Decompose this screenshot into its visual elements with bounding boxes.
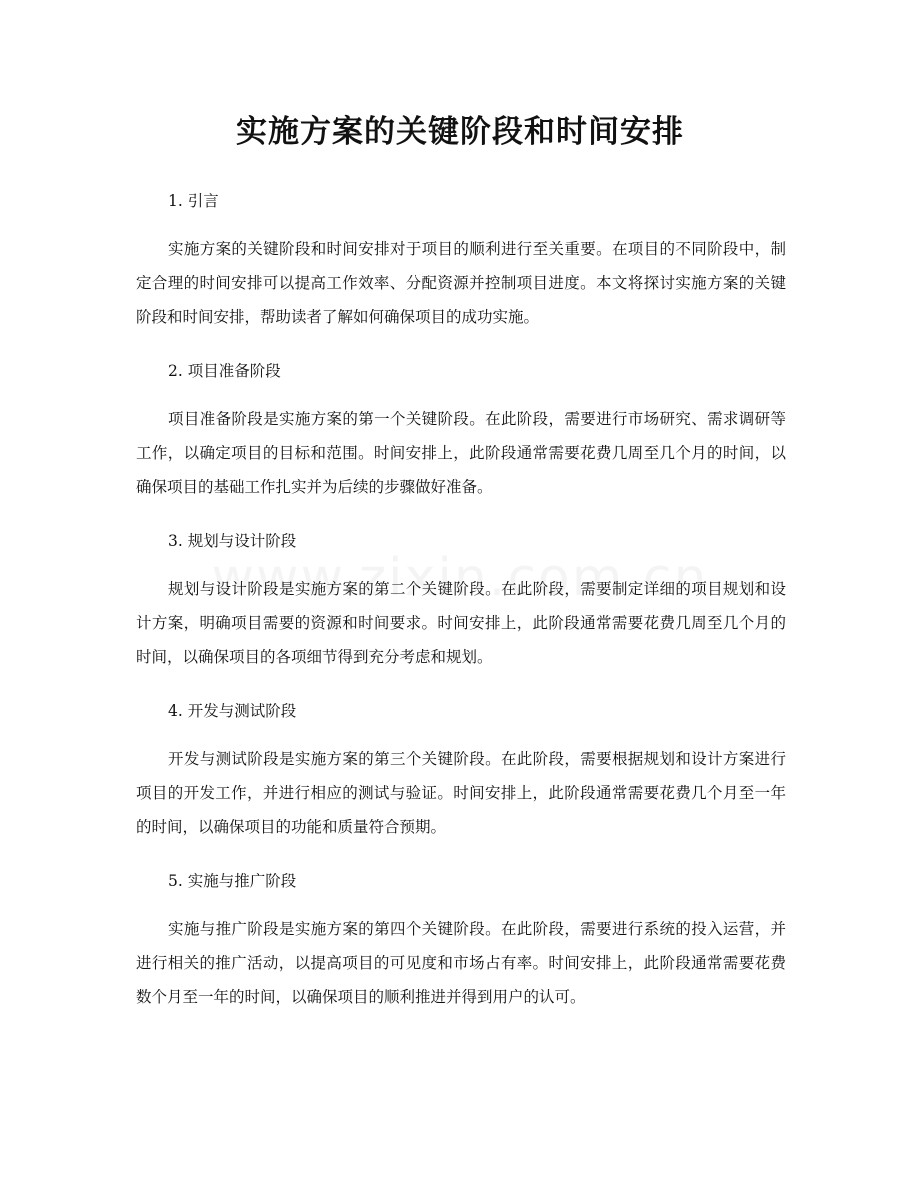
section-text-deployment: 实施与推广阶段是实施方案的第四个关键阶段。在此阶段，需要进行系统的投入运营，并进行相关的推广活动，以提高项目的可见度和市场占有率。时间安排上，此阶段通常需要花费数个月至一年的时间，以确保项目的顺利推进并得到用户的认可。 bbox=[136, 920, 786, 1006]
section-text-intro: 实施方案的关键阶段和时间安排对于项目的顺利进行至关重要。在项目的不同阶段中，制定合理的时间安排可以提高工作效率、分配资源并控制项目进度。本文将探讨实施方案的关键阶段和时间安排，帮助读者了解如何确保项目的成功实施。 bbox=[136, 240, 786, 326]
section-heading-intro: 1. 引言 bbox=[168, 192, 219, 210]
section-heading-preparation: 2. 项目准备阶段 bbox=[168, 362, 281, 380]
section-text-development: 开发与测试阶段是实施方案的第三个关键阶段。在此阶段，需要根据规划和设计方案进行项目的开发工作，并进行相应的测试与验证。时间安排上，此阶段通常需要花费几个月至一年的时间，以确保项目的功能和质量符合预期。 bbox=[136, 750, 786, 836]
section-heading-deployment: 5. 实施与推广阶段 bbox=[168, 872, 297, 890]
section-heading-planning: 3. 规划与设计阶段 bbox=[168, 532, 297, 550]
document-title: 实施方案的关键阶段和时间安排 bbox=[236, 114, 684, 150]
section-text-planning: 规划与设计阶段是实施方案的第二个关键阶段。在此阶段，需要制定详细的项目规划和设计方案，明确项目需要的资源和时间要求。时间安排上，此阶段通常需要花费几周至几个月的时间，以确保项目的各项细节得到充分考虑和规划。 bbox=[136, 580, 786, 666]
section-heading-development: 4. 开发与测试阶段 bbox=[168, 702, 297, 720]
section-text-preparation: 项目准备阶段是实施方案的第一个关键阶段。在此阶段，需要进行市场研究、需求调研等工作，以确定项目的目标和范围。时间安排上，此阶段通常需要花费几周至几个月的时间，以确保项目的基础工作扎实并为后续的步骤做好准备。 bbox=[136, 410, 786, 496]
